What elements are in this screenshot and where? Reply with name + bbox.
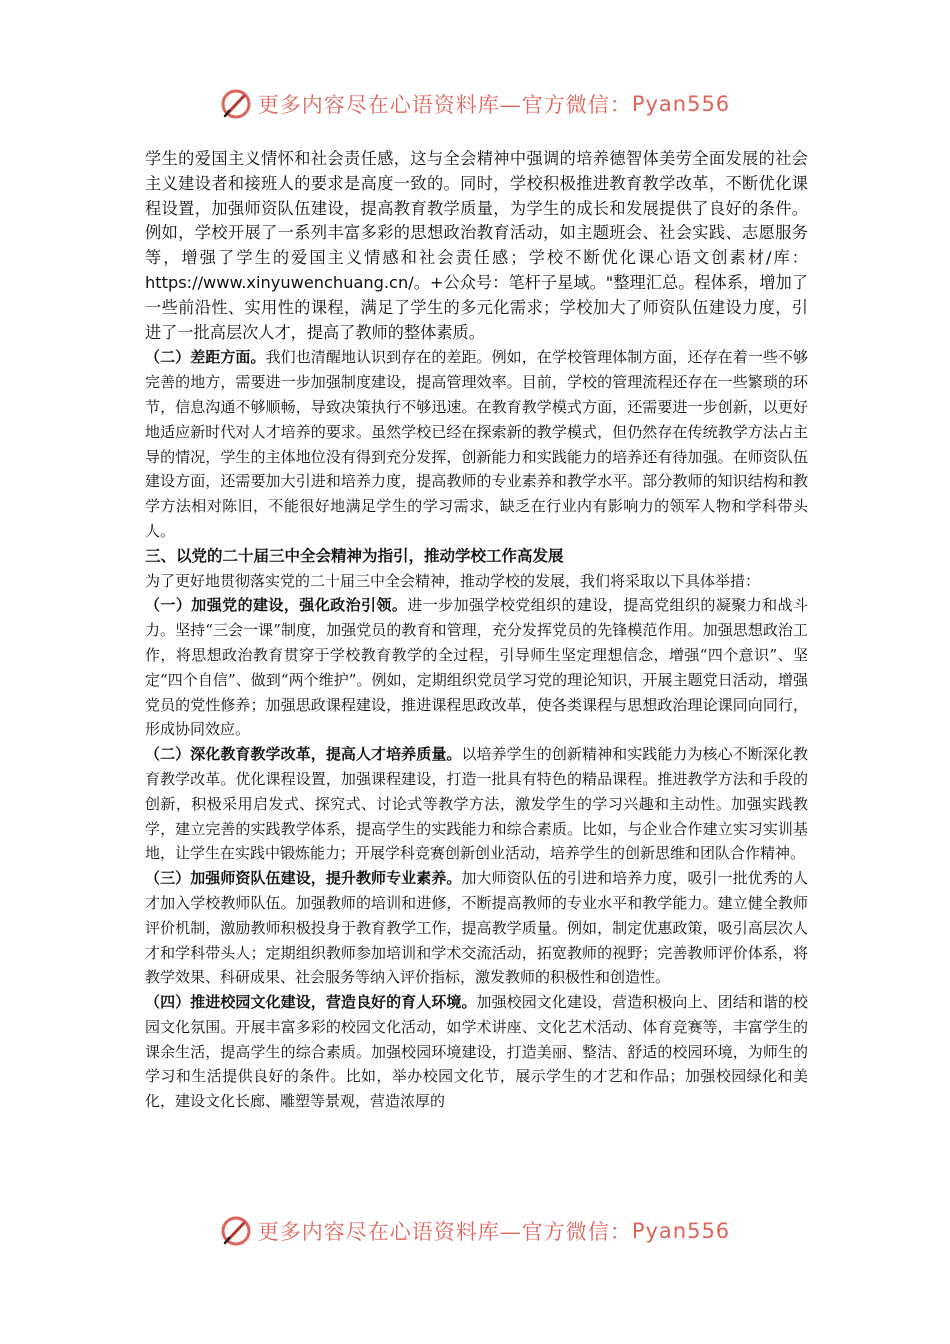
measure-1 bbox=[145, 593, 808, 742]
brush-logo-icon bbox=[220, 88, 252, 120]
section-gap bbox=[145, 345, 808, 543]
measure-2 bbox=[145, 742, 808, 866]
banner-wechat-id: Pyan556 bbox=[631, 1219, 731, 1243]
banner-text: 更多内容尽在心语资料库—官方微信： bbox=[257, 93, 632, 117]
paragraph-achievements: 学生的爱国主义情怀和社会责任感，这与全会精神中强调的培养德智体美劳全面发展的社会主义建设者和接班人的要求是高度一致的。同时，学校积极推进教育教学改革，不断优化课程设置，加强师资队伍建设，提高教育教学质量，为学生的成长和发展提供了良好的条件。例如，学校开展了一系列丰富多彩的思想政治教育活动，如主题班会、社会实践、志愿服务等，增强了学生的爱国主义情感和社会责任感；学校不断优化课心语文创素材/库：https://www.xinyuwenchuang.cn/。+公众号：笔杆子星域。"整理汇总。程体系，增加了一些前沿性、实用性的课程，满足了学生的多元化需求；学校加大了师资队伍建设力度，引进了一批高层次人才，提高了教师的整体素质。 bbox=[145, 149, 808, 342]
banner-wechat-id: Pyan556 bbox=[631, 92, 731, 116]
measure-4-text: 加强校园文化建设，营造积极向上、团结和谐的校园文化氛围。开展丰富多彩的校园文化活动，如学术讲座、文化艺术活动、体育竞赛等，丰富学生的课余生活，提高学生的综合素质。加强校园环境建设，打造美丽、整洁、舒适的校园环境，为师生的学习和生活提供良好的条件。比如，举办校园文化节，展示学生的才艺和作品；加强校园绿化和美化，建设文化长廊、雕塑等景观，营造浓厚的 bbox=[145, 993, 808, 1111]
measure-3-text: 加大师资队伍的引进和培养力度，吸引一批优秀的人才加入学校教师队伍。加强教师的培训和进修，不断提高教师的专业水平和教学能力。建立健全教师评价机制，激励教师积极投身于教育教学工作，提高教学质量。例如，制定优惠政策，吸引高层次人才和学科带头人；定期组织教师参加培训和学术交流活动，拓宽教师的视野；完善教师评价体系，将教学效果、科研成果、社会服务等纳入评价指标，激发教师的积极性和创造性。 bbox=[145, 869, 808, 987]
section-3-heading: 三、以党的二十届三中全会精神为指引，推动学校工作高发展 bbox=[145, 546, 564, 565]
measure-4-lead: （四）推进校园文化建设，营造良好的育人环境。 bbox=[145, 993, 477, 1012]
measure-1-lead: （一）加强党的建设，强化政治引领。 bbox=[145, 596, 408, 615]
header-banner bbox=[0, 84, 950, 124]
measure-2-text: 以培养学生的创新精神和实践能力为核心不断深化教育教学改革。优化课程设置，加强课程建设，打造一批具有特色的精品课程。推进教学方法和手段的创新，积极采用启发式、探究式、讨论式等教学方法，激发学生的学习兴趣和主动性。加强实践教学，建立完善的实践教学体系，提高学生的实践能力和综合素质。比如，与企业合作建立实习实训基地，让学生在实践中锻炼能力；开展学科竞赛创新创业活动，培养学生的创新思维和团队合作精神。 bbox=[145, 745, 808, 863]
banner-text: 更多内容尽在心语资料库—官方微信： bbox=[257, 1220, 632, 1244]
measure-3 bbox=[145, 866, 808, 990]
measure-4 bbox=[145, 990, 808, 1114]
measure-2-lead: （二）深化教育教学改革，提高人才培养质量。 bbox=[145, 745, 462, 764]
section-gap-text: 我们也清醒地认识到存在的差距。例如，在学校管理体制方面，还存在着一些不够完善的地方，需要进一步加强制度建设，提高管理效率。目前，学校的管理流程还存在一些繁琐的环节，信息沟通不够顺畅，导致决策执行不够迅速。在教育教学模式方面，还需要进一步创新，以更好地适应新时代对人才培养的要求。虽然学校已经在探索新的教学模式，但仍然存在传统教学方法占主导的情况，学生的主体地位没有得到充分发挥，创新能力和实践能力的培养还有待加强。在师资队伍建设方面，还需要加大引进和培养力度，提高教师的专业素养和教学水平。部分教师的知识结构和教学方法相对陈旧，不能很好地满足学生的学习需求，缺乏在行业内有影响力的领军人物和学科带头人。 bbox=[145, 348, 808, 540]
measure-3-lead: （三）加强师资队伍建设，提升教师专业素养。 bbox=[145, 869, 462, 888]
measure-1-text: 进一步加强学校党组织的建设，提高党组织的凝聚力和战斗力。坚持“三会一课”制度，加强党员的教育和管理，充分发挥党员的先锋模范作用。加强思想政治工作，将思想政治教育贯穿于学校教育教学的全过程，引导师生坚定理想信念，增强“四个意识”、坚定“四个自信”、做到“两个维护”。例如，定期组织党员学习党的理论知识，开展主题党日活动，增强党员的党性修养；加强思政课程建设，推进课程思政改革，使各类课程与思想政治理论课同向同行，形成协同效应。 bbox=[145, 596, 808, 739]
document-body bbox=[145, 147, 808, 1114]
footer-banner bbox=[0, 1211, 950, 1251]
section-3-intro: 为了更好地贯彻落实党的二十届三中全会精神，推动学校的发展，我们将采取以下具体举措： bbox=[145, 571, 761, 590]
section-gap-lead: （二）差距方面。 bbox=[145, 348, 266, 367]
brush-logo-icon bbox=[220, 1215, 252, 1247]
